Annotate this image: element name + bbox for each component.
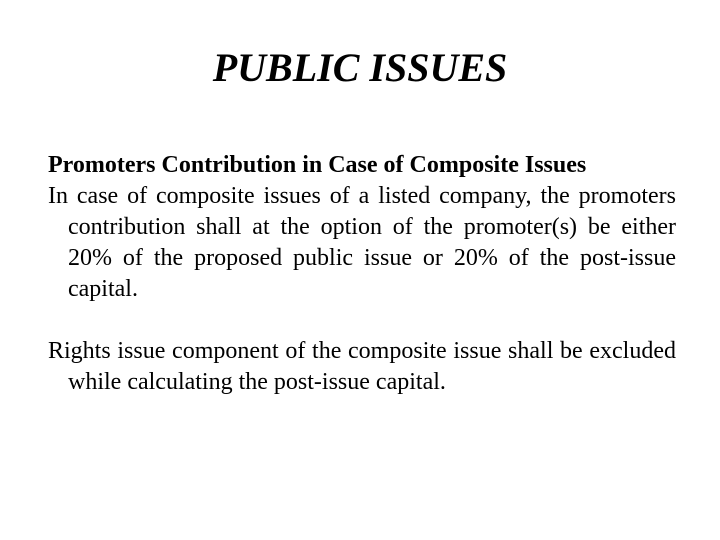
section-heading: Promoters Contribution in Case of Composite Issues	[48, 152, 587, 178]
body-paragraph-composite-issues: In case of composite issues of a listed company, the promoters contribution shall at the option of the promoter(s) be either 20% of the proposed public issue or 20% of the post-issue capital.	[48, 183, 676, 302]
body-paragraph-rights-issue: Rights issue component of the composite issue shall be excluded while calculating the post-issue capital.	[48, 338, 676, 395]
slide-title: PUBLIC ISSUES	[212, 45, 508, 90]
paragraph-spacer	[48, 305, 676, 336]
slide-body	[48, 150, 676, 398]
